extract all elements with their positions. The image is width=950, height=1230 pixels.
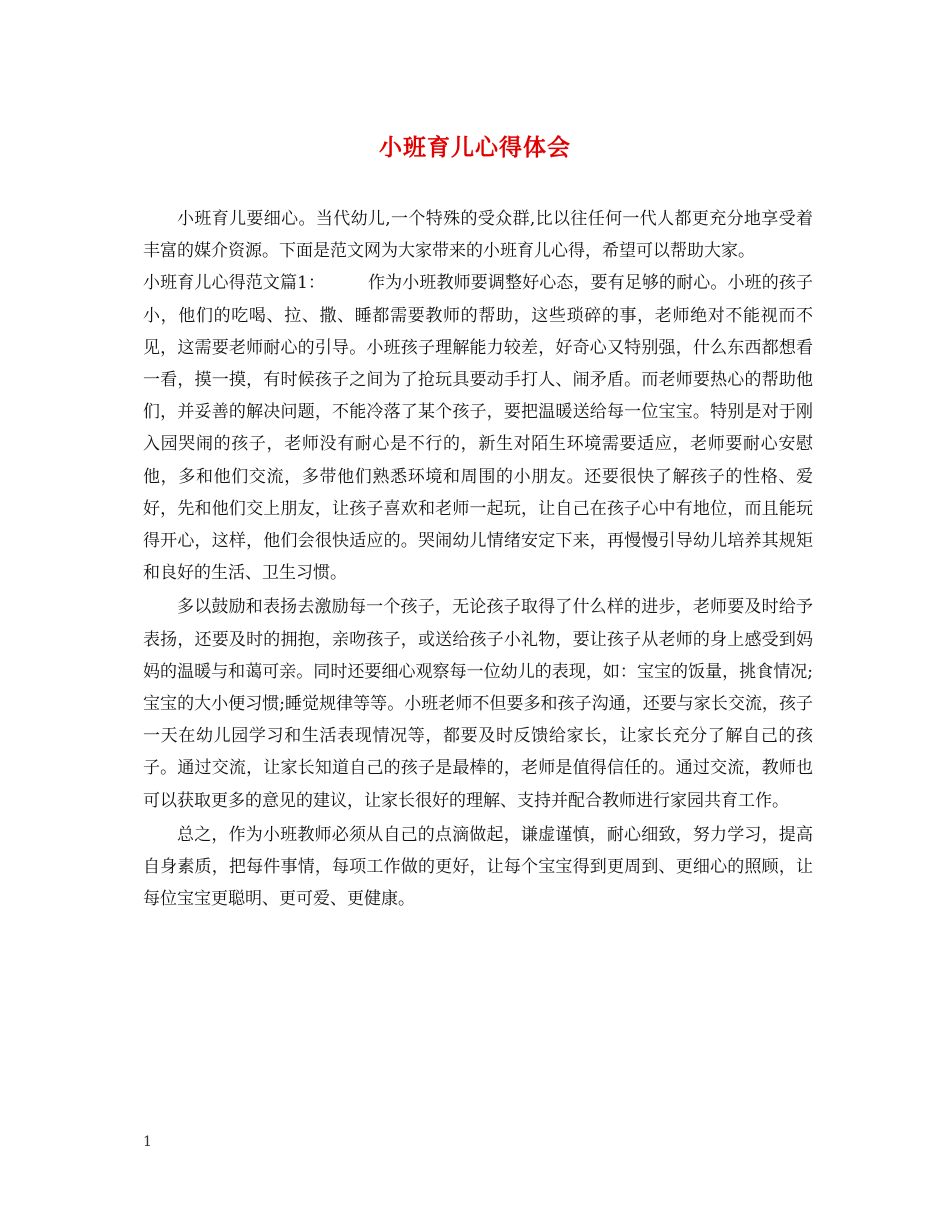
paragraph-2: 多以鼓励和表扬去激励每一个孩子，无论孩子取得了什么样的进步，老师要及时给予表扬，还要及时的拥抱，亲吻孩子，或送给孩子小礼物，要让孩子从老师的身上感受到妈妈的温暖与和蔼可亲。同时还要细心观察每一位幼儿的表现，如：宝宝的饭量，挑食情况;宝宝的大小便习惯;睡觉规律等等。小班老师不但要多和孩子沟通，还要与家长交流，孩子一天在幼儿园学习和生活表现情况等，都要及时反馈给家长，让家长充分了解自己的孩子。通过交流，让家长知道自己的孩子是最棒的，老师是值得信任的。通过交流，教师也可以获取更多的意见的建议，让家长很好的理解、支持并配合教师进行家园共育工作。 — [143, 597, 813, 811]
intro-paragraph: 小班育儿要细心。当代幼儿,一个特殊的受众群,比以往任何一代人都更充分地享受着丰富的媒介资源。下面是范文网为大家带来的小班育儿心得，希望可以帮助大家。 — [143, 209, 813, 262]
document-body — [143, 203, 813, 915]
document-title: 小班育儿心得体会 — [379, 134, 571, 161]
page-number: 1 — [143, 1134, 152, 1150]
paragraph-3: 总之，作为小班教师必须从自己的点滴做起，谦虚谨慎，耐心细致，努力学习，提高自身素质，把每件事情，每项工作做的更好，让每个宝宝得到更周到、更细心的照顾，让每位宝宝更聪明、更可爱、更健康。 — [143, 824, 813, 910]
section-1-paragraph: 小班育儿心得范文篇1： 作为小班教师要调整好心态，要有足够的耐心。小班的孩子小，他们的吃喝、拉、撒、睡都需要教师的帮助，这些琐碎的事，老师绝对不能视而不见，这需要老师耐心的引导。小班孩子理解能力较差，好奇心又特别强，什么东西都想看一看，摸一摸，有时候孩子之间为了抢玩具要动手打人、闹矛盾。而老师要热心的帮助他们，并妥善的解决问题，不能冷落了某个孩子，要把温暖送给每一位宝宝。特别是对于刚入园哭闹的孩子，老师没有耐心是不行的，新生对陌生环境需要适应，老师要耐心安慰他，多和他们交流，多带他们熟悉环境和周围的小朋友。还要很快了解孩子的性格、爱好，先和他们交上朋友，让孩子喜欢和老师一起玩，让自己在孩子心中有地位，而且能玩得开心，这样，他们会很快适应的。哭闹幼儿情绪安定下来，再慢慢引导幼儿培养其规矩和良好的生活、卫生习惯。 — [143, 273, 813, 584]
